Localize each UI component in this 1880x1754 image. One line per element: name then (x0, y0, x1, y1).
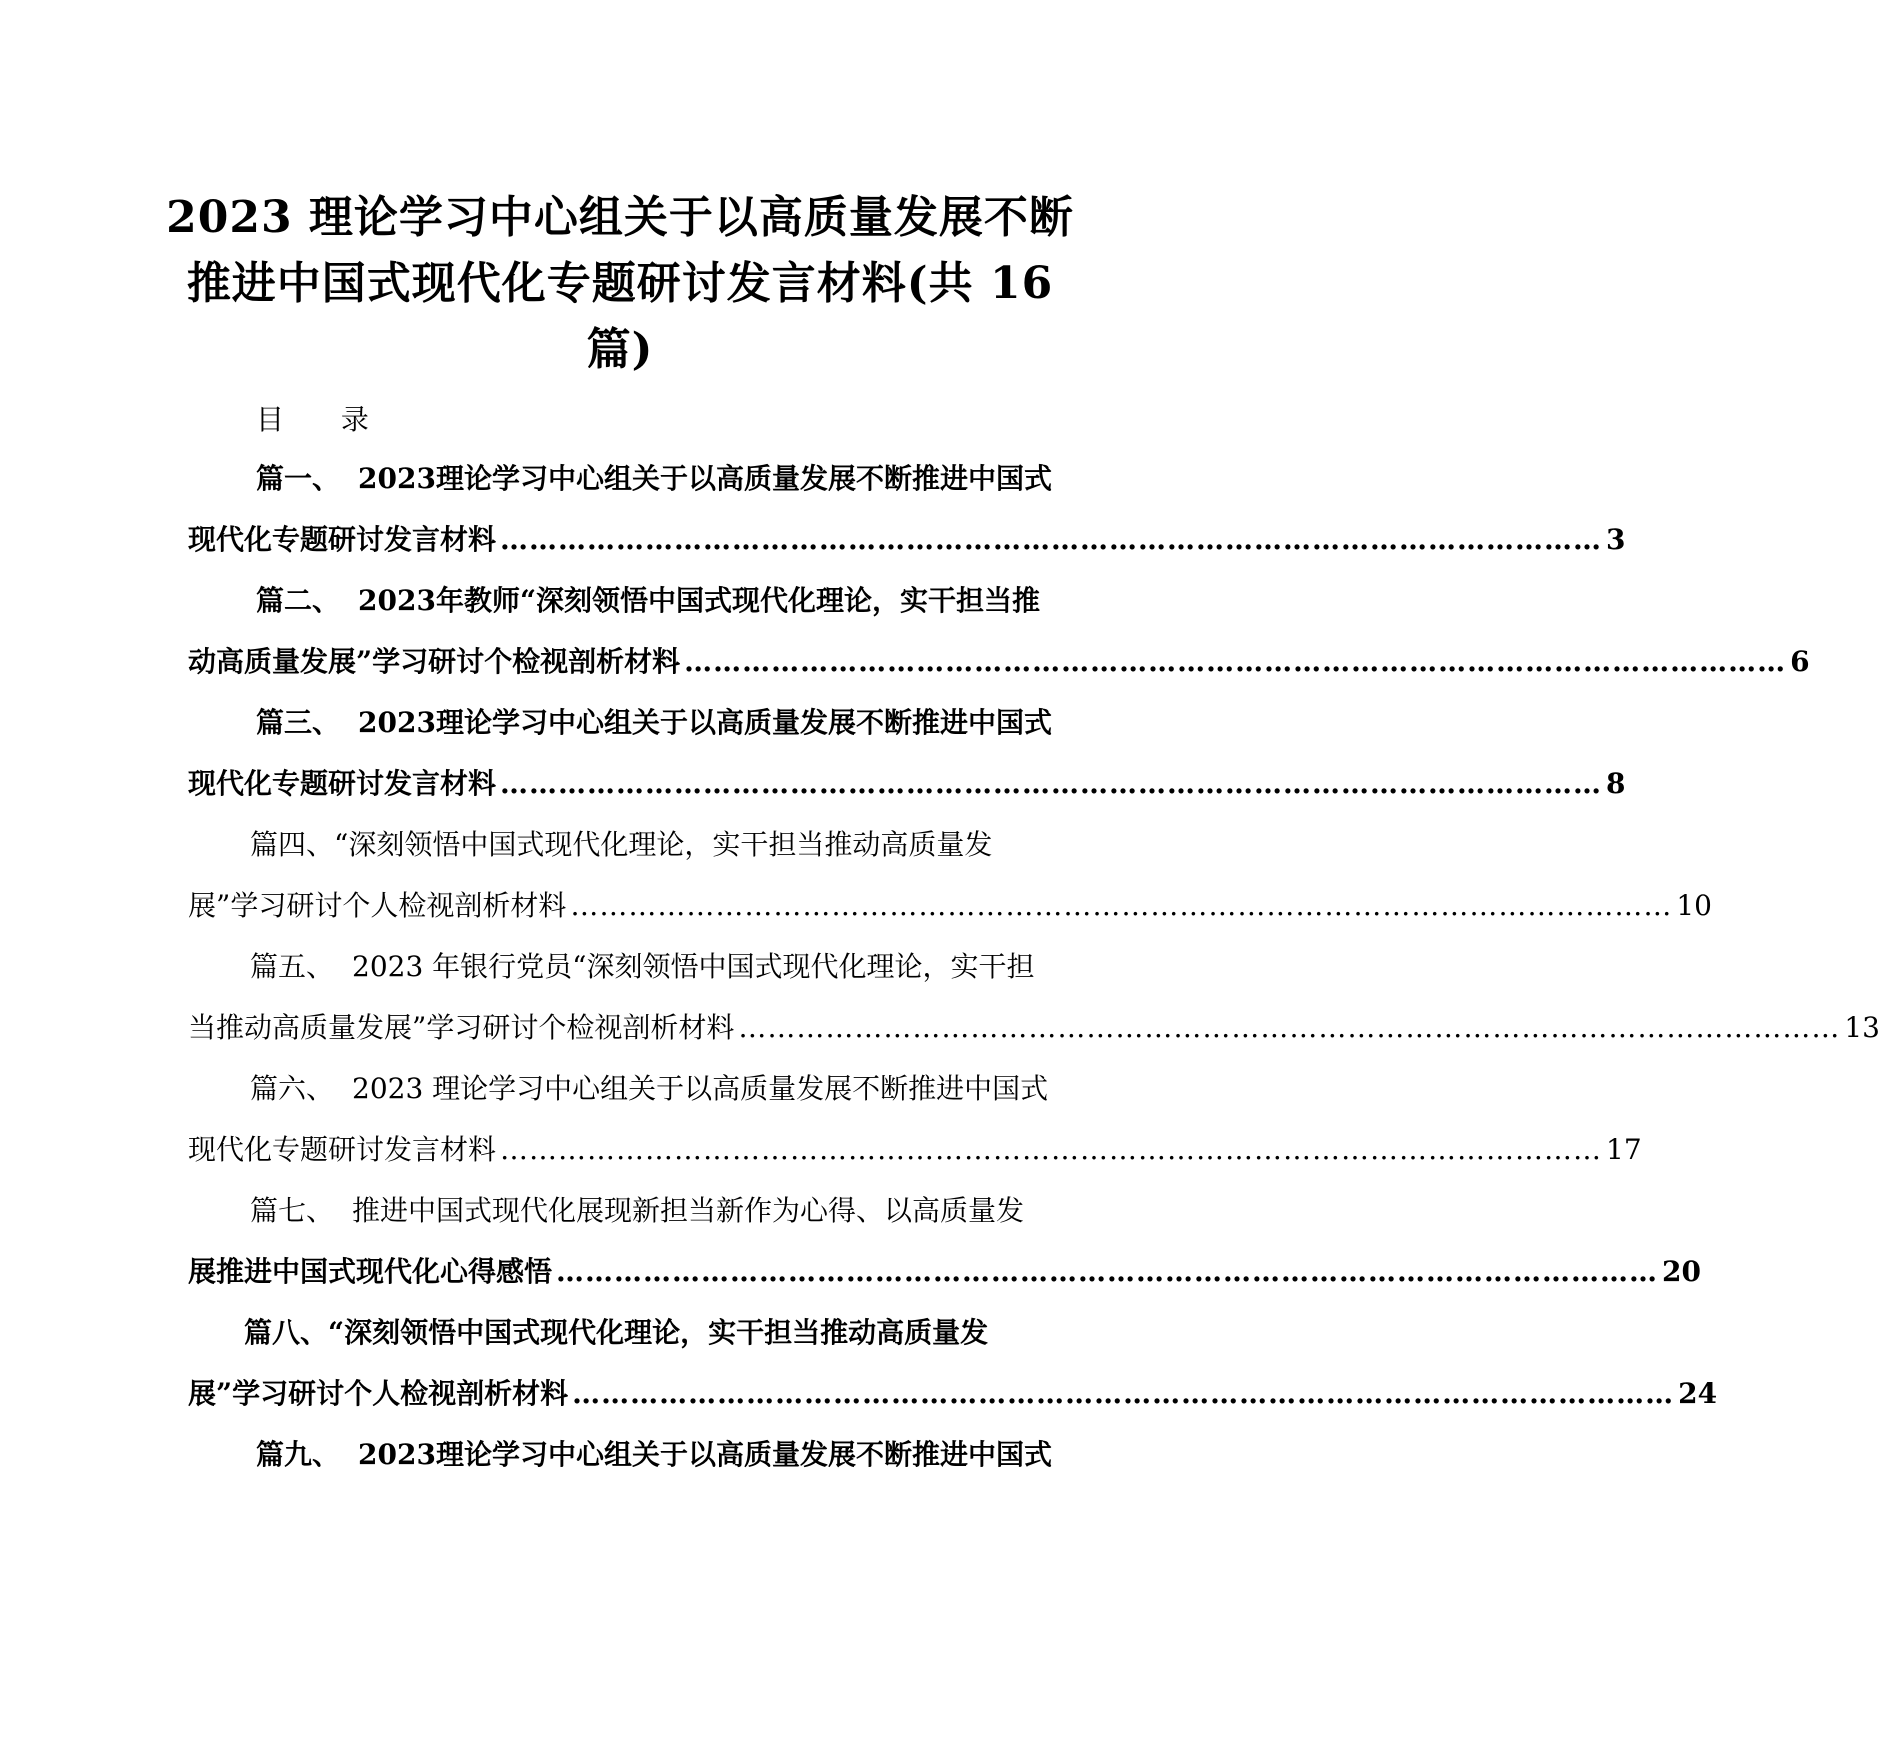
toc-page-number: 20 (1662, 1255, 1701, 1288)
toc-page-number: 3 (1606, 523, 1626, 556)
toc-entry-label: 篇六、 (250, 1072, 335, 1105)
toc-entry-line2 (188, 1363, 1718, 1424)
toc-entry-title-end: 现代化专题研讨发言材料 (188, 523, 497, 556)
toc-entry-line1 (188, 1302, 1052, 1363)
toc-page-number: 10 (1676, 889, 1712, 922)
document-title: 2023 理论学习中心组关于以高质量发展不断推进中国式现代化专题研讨发言材料(共 16 篇) (166, 192, 1074, 375)
toc-entry[interactable] (188, 1302, 1718, 1424)
toc-page-number: 8 (1606, 767, 1626, 800)
toc-entry-title-start: 2023年教师“深刻领悟中国式现代化理论，实干担当推 (358, 584, 1041, 617)
toc-dot-leader: …………………………………………………………………………………………………… (570, 889, 1673, 922)
toc-entry-title-start: 2023理论学习中心组关于以高质量发展不断推进中国式 (358, 1438, 1052, 1471)
toc-entry-line1 (188, 570, 1052, 631)
toc-entry-line2 (188, 631, 1810, 692)
toc-entry[interactable] (188, 814, 1712, 936)
toc-entry-title-start: 2023理论学习中心组关于以高质量发展不断推进中国式 (358, 462, 1052, 495)
toc-entry[interactable] (188, 570, 1810, 692)
toc-dot-leader: …………………………………………………………………………………………………… (572, 1377, 1675, 1410)
toc-entry[interactable] (188, 1424, 1052, 1485)
toc-entry-line2 (188, 875, 1712, 936)
toc-entry-line1 (188, 1180, 1052, 1241)
toc-dot-leader: …………………………………………………………………………………………………… (738, 1011, 1841, 1044)
toc-entry-label: 篇八、 (244, 1316, 329, 1349)
toc-entry-line1 (188, 814, 1052, 875)
toc-entry-title-end: 现代化专题研讨发言材料 (188, 767, 497, 800)
toc-entry-line1 (188, 1424, 1052, 1485)
toc-entry-title-start: “深刻领悟中国式现代化理论，实干担当推动高质量发 (334, 828, 993, 861)
toc-entry-title-end: 当推动高质量发展”学习研讨个检视剖析材料 (188, 1011, 735, 1044)
toc-heading: 目 录 (256, 403, 393, 436)
table-of-contents (188, 448, 1880, 1485)
toc-dot-leader: …………………………………………………………………………………………………… (500, 767, 1603, 800)
toc-entry-line2 (188, 509, 1626, 570)
toc-entry-label: 篇三、 (256, 706, 341, 739)
toc-dot-leader: …………………………………………………………………………………………………… (500, 523, 1603, 556)
toc-entry[interactable] (188, 1180, 1701, 1302)
toc-entry-title-start: 2023理论学习中心组关于以高质量发展不断推进中国式 (358, 706, 1052, 739)
toc-entry-line1 (188, 1058, 1052, 1119)
toc-entry-label: 篇四、 (250, 828, 335, 861)
toc-entry-title-end: 展”学习研讨个人检视剖析材料 (188, 889, 567, 922)
toc-entry-title-end: 现代化专题研讨发言材料 (188, 1133, 497, 1166)
toc-entry-label: 篇九、 (256, 1438, 341, 1471)
toc-entry-label: 篇二、 (256, 584, 341, 617)
toc-entry[interactable] (188, 448, 1626, 570)
toc-dot-leader: …………………………………………………………………………………………………… (500, 1133, 1603, 1166)
toc-entry-title-end: 展推进中国式现代化心得感悟 (188, 1255, 553, 1288)
toc-entry-label: 篇五、 (250, 950, 335, 983)
toc-entry-title-start: 2023 年银行党员“深刻领悟中国式现代化理论，实干担 (352, 950, 1035, 983)
toc-entry-line1 (188, 936, 1052, 997)
toc-page-number: 13 (1844, 1011, 1880, 1044)
toc-page-number: 17 (1606, 1133, 1642, 1166)
toc-page-number: 6 (1790, 645, 1810, 678)
toc-entry-title-start: “深刻领悟中国式现代化理论，实干担当推动高质量发 (328, 1316, 989, 1349)
toc-entry-label: 篇一、 (256, 462, 341, 495)
toc-entry-line2 (188, 1119, 1642, 1180)
toc-dot-leader: …………………………………………………………………………………………………… (684, 645, 1787, 678)
toc-entry-line2 (188, 1241, 1701, 1302)
toc-entry-title-end: 动高质量发展”学习研讨个检视剖析材料 (188, 645, 681, 678)
toc-entry-title-start: 2023 理论学习中心组关于以高质量发展不断推进中国式 (352, 1072, 1049, 1105)
toc-entry-title-start: 推进中国式现代化展现新担当新作为心得、以高质量发 (352, 1194, 1025, 1227)
toc-entry[interactable] (188, 692, 1626, 814)
toc-entry-line1 (188, 692, 1052, 753)
toc-entry-line2 (188, 753, 1626, 814)
toc-entry[interactable] (188, 936, 1880, 1058)
toc-entry-label: 篇七、 (250, 1194, 335, 1227)
toc-page-number: 24 (1678, 1377, 1718, 1410)
toc-entry-line2 (188, 997, 1880, 1058)
toc-entry[interactable] (188, 1058, 1642, 1180)
toc-dot-leader: …………………………………………………………………………………………………… (556, 1255, 1659, 1288)
toc-entry-title-end: 展”学习研讨个人检视剖析材料 (188, 1377, 569, 1410)
toc-entry-line1 (188, 448, 1052, 509)
